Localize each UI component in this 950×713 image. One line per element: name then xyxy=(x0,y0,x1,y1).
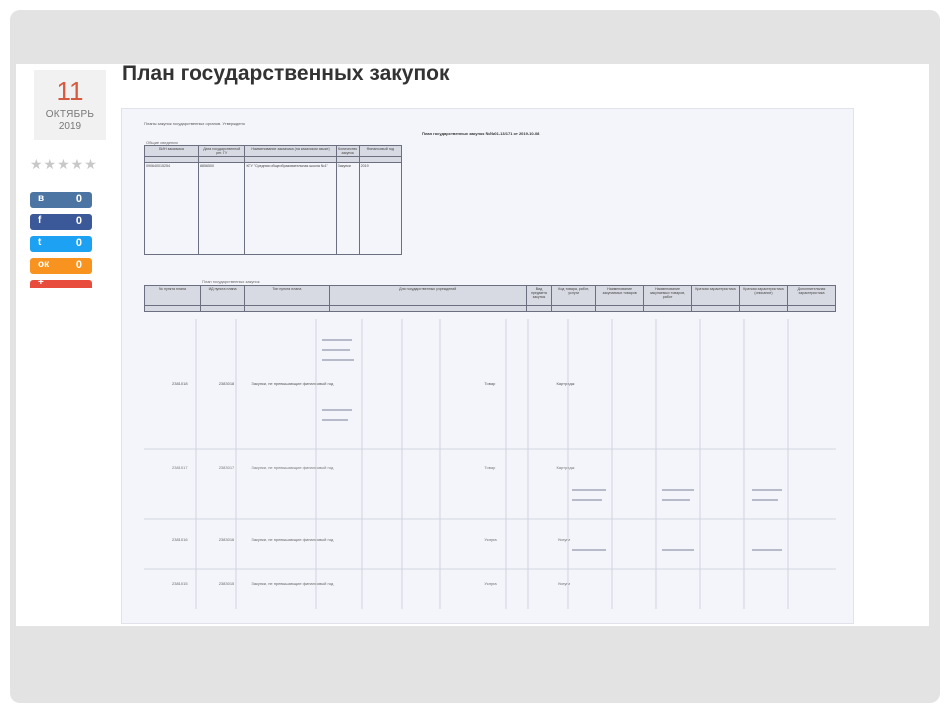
plus-icon: + xyxy=(38,277,44,288)
share-count: 0 xyxy=(75,237,82,249)
share-more-button[interactable] xyxy=(30,277,92,288)
table-cell: Картридж xyxy=(556,381,575,386)
facebook-icon: f xyxy=(38,215,42,226)
table-cell: Услуга xyxy=(484,537,497,542)
table-header: Тип пункта плана xyxy=(245,286,330,306)
table-header: Количество закупок xyxy=(337,147,358,155)
scan-header-center: План государственных закупок №№01-13/171 от 2019-10-08 xyxy=(422,131,540,136)
table-header: Наименование закупаемых товаров, работ xyxy=(644,286,692,306)
table-cell: 2383015 xyxy=(218,581,235,586)
table-cell: 2381017 xyxy=(172,465,188,470)
odnoklassniki-icon: ок xyxy=(38,259,50,270)
page-title: План государственных закупок xyxy=(122,64,450,85)
table-header: Дополнительная характеристика xyxy=(787,286,835,306)
table-cell: Услуги xyxy=(557,581,571,586)
share-odnoklassniki-button[interactable] xyxy=(30,258,92,274)
share-count: 0 xyxy=(75,193,82,205)
table-cell: Товар xyxy=(484,465,496,470)
table-cell: КГУ "Средняя общеобразовательная школа №1" xyxy=(245,163,336,255)
scan-header-left: Планы закупок государственных органов. Утверждено xyxy=(144,121,245,126)
rating-stars[interactable]: ★★★★★ xyxy=(30,156,98,172)
table-cell: 090640015254 xyxy=(145,163,199,255)
table-cell: 2383017 xyxy=(218,465,235,470)
table-cell: 2383016 xyxy=(218,537,235,542)
twitter-icon: t xyxy=(38,237,42,248)
table-cell: 8856500 xyxy=(199,163,245,255)
share-vk-button[interactable] xyxy=(30,192,92,208)
table-cell: 2383018 xyxy=(218,381,235,386)
table-header: Наименование заказчика (на казахском языке) xyxy=(245,146,336,157)
table-cell: Картридж xyxy=(556,465,575,470)
table-header: Для государственных учреждений xyxy=(329,286,526,306)
scan-texture xyxy=(122,109,853,623)
table-cell: Услуга xyxy=(484,581,497,586)
table-cell: Закупки, не превышающие финансовый год xyxy=(251,537,334,542)
post-content xyxy=(16,64,929,626)
table-header: Вид предмета закупок xyxy=(526,286,552,306)
table-cell: Закупки, не превышающие финансовый год xyxy=(251,381,334,386)
vk-icon: в xyxy=(38,193,45,204)
table-header: Код товара, работ, услуги xyxy=(552,286,596,306)
table-cell: Товар xyxy=(484,381,496,386)
table-cell: Закупки, не превышающие финансовый год xyxy=(251,465,334,470)
table-header: Краткая характеристика (описание) xyxy=(739,286,787,306)
table-cell: Услуги xyxy=(557,537,571,542)
post-date-month: ОКТЯБРЬ xyxy=(45,109,95,120)
table-header: Краткая характеристика xyxy=(692,286,740,306)
table-cell: Закупки, не превышающие финансовый год xyxy=(251,581,334,586)
share-count: 0 xyxy=(75,215,82,227)
share-count: 0 xyxy=(75,259,82,271)
table-cell: 2019 xyxy=(359,163,401,255)
post-date xyxy=(34,70,106,140)
table-header: Дата государственной рег. ГУ xyxy=(199,146,245,157)
table-header: Наименование закупаемых товаров xyxy=(596,286,644,306)
scan-section-label: Общие сведения xyxy=(146,140,178,145)
document-scan-image[interactable] xyxy=(121,108,854,624)
table-cell: 2381015 xyxy=(172,581,188,586)
scan-section-label: План государственных закупок xyxy=(202,279,260,284)
table-header: БИН заказчика xyxy=(145,146,199,157)
table-cell: 2381018 xyxy=(172,381,188,386)
share-twitter-button[interactable] xyxy=(30,236,92,252)
post-date-day: 11 xyxy=(56,76,84,106)
table-cell: Закупки xyxy=(336,163,359,255)
share-facebook-button[interactable] xyxy=(30,214,92,230)
table-header: № пункта плана xyxy=(145,286,201,306)
table-cell: 2381016 xyxy=(172,537,188,542)
post-date-year: 2019 xyxy=(58,121,82,132)
table-header: Финансовый год xyxy=(359,146,401,157)
table-header: ИД пункта плана xyxy=(201,286,245,306)
